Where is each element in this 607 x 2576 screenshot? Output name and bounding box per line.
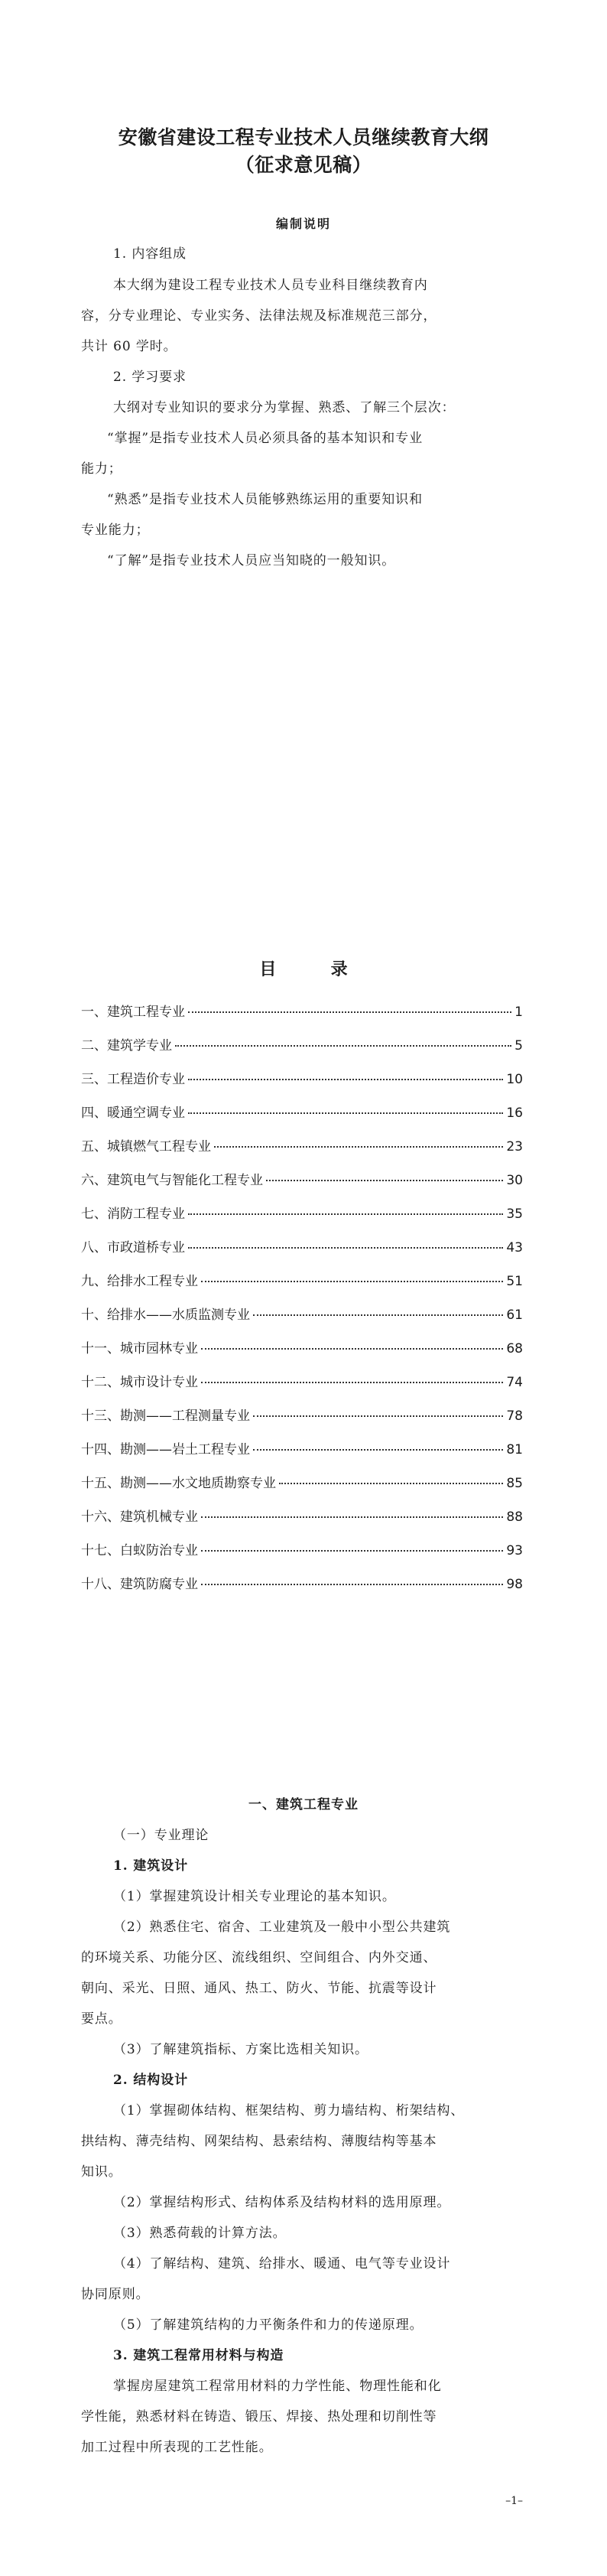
text-line: 的环境关系、功能分区、流线组织、空间组合、内外交通、 (81, 1950, 437, 1965)
toc-item-label: 九、给排水工程专业 (81, 1274, 198, 1289)
toc-title (0, 956, 607, 980)
toc-item-label: 十、给排水——水质监测专业 (81, 1308, 250, 1323)
toc-leader (201, 1516, 503, 1518)
document-subtitle: （征求意见稿） (235, 154, 372, 176)
toc-item-page: 30 (506, 1173, 523, 1188)
toc-leader (188, 1247, 503, 1249)
toc-item-label: 十三、勘测——工程测量专业 (81, 1408, 250, 1424)
toc-item[interactable] (81, 1371, 523, 1405)
document-title: 安徽省建设工程专业技术人员继续教育大纲 (118, 126, 489, 148)
toc-item-page: 78 (506, 1408, 523, 1424)
text-line: 协同原则。 (81, 2287, 150, 2302)
text-line: （3）熟悉荷载的计算方法。 (113, 2226, 287, 2241)
toc-item-label: 三、工程造价专业 (81, 1072, 185, 1087)
text-line: “了解”是指专业技术人员应当知晓的一般知识。 (107, 553, 396, 568)
toc-item-page: 61 (506, 1308, 523, 1323)
chapter-heading: 一、建筑工程专业 (248, 1797, 359, 1812)
toc-leader (253, 1314, 503, 1316)
toc-item[interactable] (81, 1135, 523, 1169)
toc-title-char: 录 (330, 959, 348, 979)
toc-item[interactable] (81, 1539, 523, 1573)
toc-item[interactable] (81, 1236, 523, 1270)
text-line: （3）了解建筑指标、方案比选相关知识。 (113, 2042, 368, 2057)
toc-item-label: 十二、城市设计专业 (81, 1375, 198, 1390)
toc-item[interactable] (81, 1337, 523, 1371)
text-line: （2）熟悉住宅、宿舍、工业建筑及一般中小型公共建筑 (113, 1920, 451, 1935)
text-line: 加工过程中所表现的工艺性能。 (81, 2440, 273, 2455)
toc-item[interactable] (81, 1506, 523, 1539)
text-line: （4）了解结构、建筑、给排水、暖通、电气等专业设计 (113, 2256, 451, 2272)
toc-item-page: 35 (506, 1207, 523, 1222)
toc-item-label: 六、建筑电气与智能化工程专业 (81, 1173, 263, 1188)
text-line: 能力； (81, 461, 122, 477)
toc-list (81, 1001, 523, 1607)
toc-item[interactable] (81, 1034, 523, 1068)
text-line: （一）专业理论 (113, 1828, 209, 1843)
toc-item-label: 一、建筑工程专业 (81, 1005, 185, 1020)
toc-item[interactable] (81, 1573, 523, 1607)
toc-item-label: 十七、白蚁防治专业 (81, 1543, 198, 1558)
toc-leader (201, 1382, 503, 1383)
toc-leader (188, 1112, 503, 1114)
toc-item-label: 十一、城市园林专业 (81, 1341, 198, 1356)
page-number: –1– (505, 2495, 523, 2507)
text-line: 拱结构、薄壳结构、网架结构、悬索结构、薄腹结构等基本 (81, 2134, 437, 2149)
toc-item-page: 93 (506, 1543, 523, 1558)
toc-leader (175, 1045, 511, 1047)
toc-item-label: 二、建筑学专业 (81, 1038, 172, 1054)
text-line: 大纲对专业知识的要求分为掌握、熟悉、了解三个层次： (113, 400, 456, 415)
toc-item[interactable] (81, 1270, 523, 1304)
sub-heading: 1. 建筑设计 (113, 1858, 188, 1874)
text-line: 专业能力； (81, 523, 150, 538)
text-line: 朝向、采光、日照、通风、热工、防火、节能、抗震等设计 (81, 1981, 437, 1996)
toc-item-label: 七、消防工程专业 (81, 1207, 185, 1222)
toc-item-label: 十四、勘测——岩土工程专业 (81, 1442, 250, 1457)
toc-item-page: 68 (506, 1341, 523, 1356)
toc-leader (201, 1550, 503, 1552)
toc-title-char: 目 (259, 959, 277, 979)
toc-leader (253, 1415, 503, 1417)
toc-item[interactable] (81, 1068, 523, 1102)
section-heading: 编制说明 (275, 217, 331, 231)
toc-item-page: 43 (506, 1240, 523, 1255)
toc-item-page: 74 (506, 1375, 523, 1390)
toc-leader (188, 1011, 511, 1013)
sub-heading: 2. 结构设计 (113, 2073, 188, 2088)
text-line: “掌握”是指专业技术人员必须具备的基本知识和专业 (107, 431, 423, 446)
toc-item-page: 16 (506, 1106, 523, 1121)
toc-item[interactable] (81, 1472, 523, 1506)
text-line: （1）掌握砌体结构、框架结构、剪力墙结构、桁架结构、 (113, 2103, 465, 2118)
text-line: （2）掌握结构形式、结构体系及结构材料的选用原理。 (113, 2195, 451, 2210)
text-line: 2. 学习要求 (113, 370, 187, 385)
page-cover-notes (0, 0, 607, 859)
toc-item-page: 1 (514, 1005, 523, 1020)
toc-item-page: 98 (506, 1577, 523, 1592)
toc-leader (201, 1281, 503, 1282)
page-table-of-contents (0, 859, 607, 1718)
toc-item-page: 5 (514, 1038, 523, 1054)
text-line: （5）了解建筑结构的力平衡条件和力的传递原理。 (113, 2317, 424, 2333)
text-line: 共计 60 学时。 (81, 339, 177, 354)
toc-item[interactable] (81, 1001, 523, 1034)
toc-leader (214, 1146, 503, 1148)
toc-item-page: 88 (506, 1509, 523, 1525)
toc-item-page: 51 (506, 1274, 523, 1289)
text-line: 容，分专业理论、专业实务、法律法规及标准规范三部分， (81, 308, 437, 324)
toc-item-label: 十六、建筑机械专业 (81, 1509, 198, 1525)
toc-leader (188, 1079, 503, 1080)
text-line: （1）掌握建筑设计相关专业理论的基本知识。 (113, 1889, 396, 1904)
text-line: 学性能，熟悉材料在铸造、锻压、焊接、热处理和切削性等 (81, 2409, 437, 2425)
text-line: “熟悉”是指专业技术人员能够熟练运用的重要知识和 (107, 492, 423, 507)
text-line: 1. 内容组成 (113, 246, 187, 262)
toc-item-label: 四、暖通空调专业 (81, 1106, 185, 1121)
toc-item[interactable] (81, 1405, 523, 1438)
toc-item[interactable] (81, 1438, 523, 1472)
toc-item[interactable] (81, 1304, 523, 1337)
text-line: 知识。 (81, 2164, 122, 2180)
sub-heading: 3. 建筑工程常用材料与构造 (113, 2348, 284, 2363)
toc-leader (266, 1180, 503, 1181)
toc-item-label: 五、城镇燃气工程专业 (81, 1139, 211, 1154)
toc-item-label: 十五、勘测——水文地质勘察专业 (81, 1476, 276, 1491)
toc-leader (279, 1483, 503, 1484)
text-line: 要点。 (81, 2011, 122, 2027)
toc-leader (188, 1213, 503, 1215)
toc-item[interactable] (81, 1102, 523, 1135)
text-line: 本大纲为建设工程专业技术人员专业科目继续教育内 (113, 278, 428, 293)
toc-leader (201, 1584, 503, 1585)
toc-leader (201, 1348, 503, 1350)
toc-item-page: 81 (506, 1442, 523, 1457)
toc-item-page: 10 (506, 1072, 523, 1087)
text-line: 掌握房屋建筑工程常用材料的力学性能、物理性能和化 (113, 2379, 442, 2394)
toc-item[interactable] (81, 1203, 523, 1236)
toc-item-label: 十八、建筑防腐专业 (81, 1577, 198, 1592)
toc-item-page: 85 (506, 1476, 523, 1491)
toc-item[interactable] (81, 1169, 523, 1203)
toc-leader (253, 1449, 503, 1451)
toc-item-page: 23 (506, 1139, 523, 1154)
page-chapter-1 (0, 1718, 607, 2576)
toc-item-label: 八、市政道桥专业 (81, 1240, 185, 1255)
